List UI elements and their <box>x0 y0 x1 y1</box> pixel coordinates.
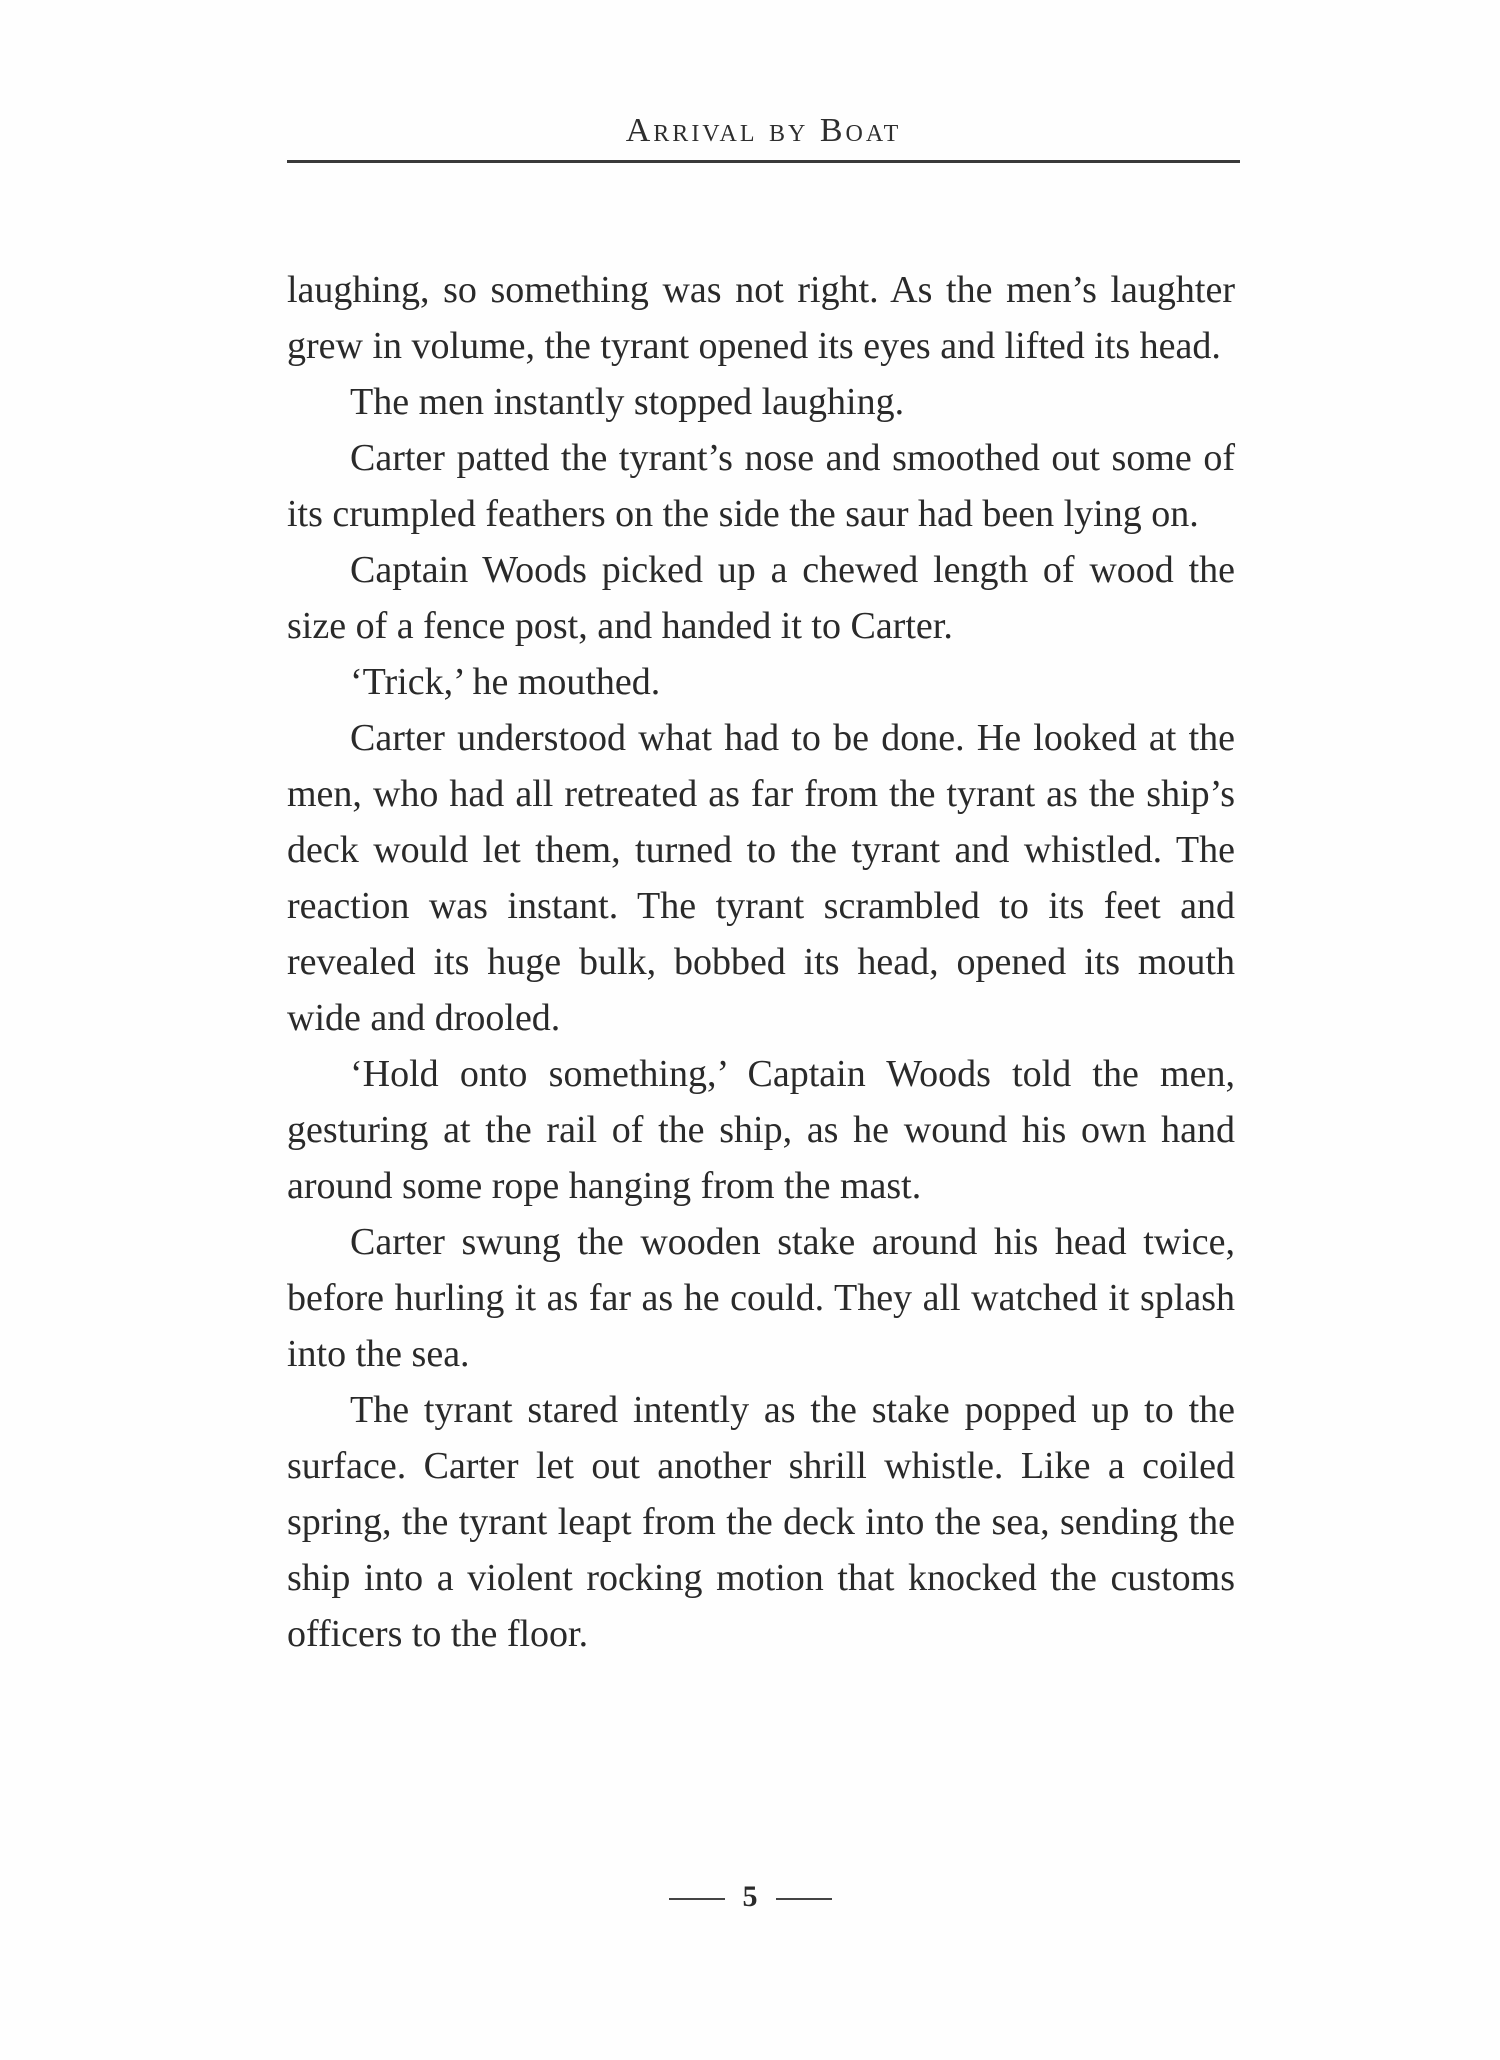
paragraph: ‘Trick,’ he mouthed. <box>350 661 661 703</box>
paragraph: Carter swung the wooden stake around his head twice, before hurling it as far as he could. They all watched it splash into the sea. <box>287 1221 1235 1375</box>
paragraph: Carter understood what had to be done. He looked at the men, who had all retreated as far from the tyrant as the ship’s deck would let them, turned to the tyrant and whistled. The reaction was instant. The tyrant scrambled to its feet and revealed its huge bulk, bobbed its head, opened its mouth wide and drooled. <box>287 717 1235 1039</box>
paragraph: Carter patted the tyrant’s nose and smoothed out some of its crumpled feathers on the side the saur had been lying on. <box>287 437 1235 535</box>
paragraph: laughing, so something was not right. As the men’s laughter grew in volume, the tyrant opened its eyes and lifted its head. <box>287 269 1235 367</box>
folio-dash-left <box>669 1898 725 1900</box>
body-text <box>287 262 1235 1662</box>
page-number-footer <box>0 1880 1500 1914</box>
page-number: 5 <box>742 1880 758 1913</box>
paragraph: The men instantly stopped laughing. <box>350 381 905 423</box>
paragraph: ‘Hold onto something,’ Captain Woods told the men, gesturing at the rail of the ship, as he wound his own hand around some rope hanging from the mast. <box>287 1053 1235 1207</box>
paragraph: Captain Woods picked up a chewed length of wood the size of a fence post, and handed it to Carter. <box>287 549 1235 647</box>
header-rule <box>287 160 1240 163</box>
running-head: Arrival by Boat <box>625 112 902 149</box>
paragraph: The tyrant stared intently as the stake popped up to the surface. Carter let out another shrill whistle. Like a coiled spring, the tyrant leapt from the deck into the sea, sending the ship into a violent rocking motion that knocked the customs officers to the floor. <box>287 1389 1235 1655</box>
folio-dash-right <box>776 1898 832 1900</box>
